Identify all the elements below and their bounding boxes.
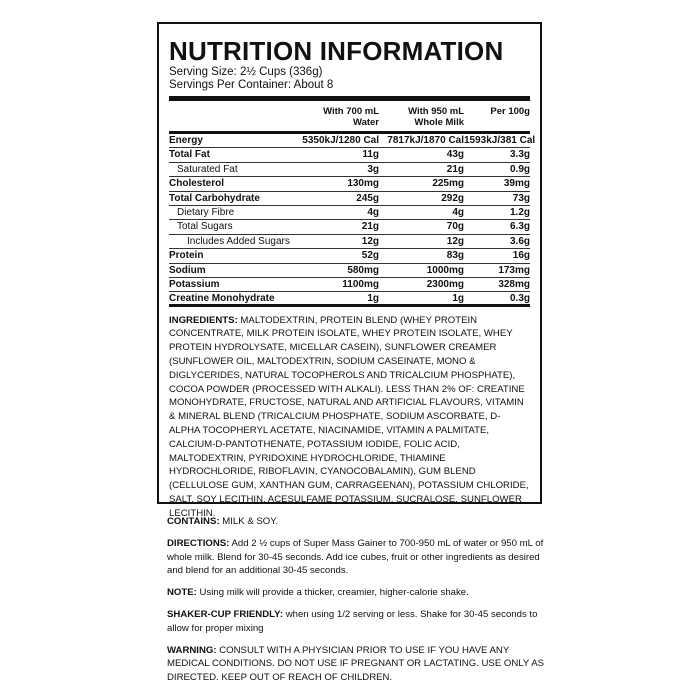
value-milk: 21g: [446, 163, 464, 175]
directions-label: DIRECTIONS:: [167, 537, 230, 549]
value-water: 1100mg: [342, 278, 379, 290]
panel-title: NUTRITION INFORMATION: [169, 36, 504, 66]
value-per-100g: 0.9g: [509, 163, 530, 175]
value-milk: 2300mg: [426, 278, 464, 290]
value-per-100g: 1.2g: [509, 206, 530, 218]
warning-note: [167, 644, 547, 685]
table-row: [169, 163, 530, 177]
value-water: 130mg: [347, 178, 379, 190]
nutrient-label: Total Sugars: [177, 221, 233, 233]
value-milk: 1g: [452, 293, 464, 305]
nutrient-label: Creatine Monohydrate: [169, 293, 275, 305]
table-row: [169, 278, 530, 292]
nutrient-label: Protein: [169, 250, 204, 262]
value-milk: 292g: [441, 192, 464, 204]
contains-label: CONTAINS:: [167, 516, 220, 527]
milk-note: [167, 586, 547, 600]
table-header: [169, 101, 530, 134]
value-per-100g: 173mg: [498, 264, 530, 276]
notes-section: [167, 515, 547, 693]
value-water: 245g: [356, 192, 379, 204]
value-water: 580mg: [347, 264, 379, 276]
table-row: [169, 177, 530, 191]
table-row: [169, 264, 530, 278]
value-milk: 7817kJ/1870 Cal: [387, 135, 464, 146]
nutrient-label: Saturated Fat: [177, 163, 238, 175]
nutrient-label: Energy: [169, 135, 203, 146]
serving-size: Serving Size: 2½ Cups (336g): [169, 66, 323, 78]
value-milk: 225mg: [432, 178, 464, 190]
note-text: Using milk will provide a thicker, creamier, higher-calorie shake.: [196, 587, 469, 599]
shaker-note: [167, 608, 547, 636]
value-per-100g: 0.3g: [509, 293, 530, 305]
value-per-100g: 39mg: [503, 178, 530, 190]
nutrient-label: Includes Added Sugars: [187, 235, 290, 247]
table-row: [169, 235, 530, 249]
nutrient-label: Total Carbohydrate: [169, 192, 260, 204]
table-row: [169, 220, 530, 234]
value-water: 3g: [367, 163, 379, 175]
value-water: 11g: [362, 149, 379, 161]
header-water: With 700 mL Water: [323, 106, 379, 128]
value-water: 21g: [361, 221, 379, 233]
value-milk: 1000mg: [426, 264, 464, 276]
nutrient-label: Dietary Fibre: [177, 206, 235, 218]
table-row: [169, 292, 530, 306]
nutrition-table: [169, 96, 536, 307]
header-milk: With 950 mL Whole Milk: [408, 106, 464, 128]
table-body: [169, 134, 536, 307]
value-per-100g: 73g: [512, 192, 530, 204]
nutrient-label: Cholesterol: [169, 178, 225, 190]
table-row: [169, 134, 536, 148]
value-water: 12g: [361, 235, 379, 247]
nutrient-label: Potassium: [169, 278, 220, 290]
value-per-100g: 6.3g: [509, 221, 530, 233]
nutrient-label: Total Fat: [169, 149, 210, 161]
shaker-text: when using 1/2 serving or less. Shake for 30-45 seconds to allow for proper mixing: [167, 608, 538, 634]
value-milk: 43g: [446, 149, 464, 161]
value-per-100g: 328mg: [498, 278, 530, 290]
value-milk: 4g: [452, 206, 464, 218]
servings-per-container: Servings Per Container: About 8: [169, 79, 334, 91]
value-per-100g: 3.6g: [509, 235, 530, 247]
ingredients-text: MALTODEXTRIN, PROTEIN BLEND (WHEY PROTEIN CONCENTRATE, MILK PROTEIN ISOLATE, WHEY PROTEIN ISOLATE, WHEY PROTEIN HYDROLYSATE, MICELLAR CASEIN), SUNFLOWER CREAMER (SUNFLOWER OIL, MALTODEXTRIN, SODIUM CASEINATE, MONO & DIGLYCERIDES, NATURAL TOCOPHEROLS AND TRICALCIUM PHOSPHATE), COCOA POWDER (PROCESSED WITH ALKALI). LESS THAN 2% OF: CREATINE MONOHYDRATE, FRUCTOSE, NATURAL AND ARTIFICIAL FLAVOURS, VITAMIN & MINERAL BLEND (TRICALCIUM PHOSPHATE, SODIUM ASCORBATE, D-ALPHA TOCOPHERYL ACETATE, NIACINAMIDE, VITAMIN A PALMITATE, CALCIUM-D-PANTOTHENATE, POTASSIUM IODIDE, FOLIC ACID, MALTODEXTRIN, PYRIDOXINE HYDROCHLORIDE, THIAMINE HYDROCHLORIDE, RIBOFLAVIN, CYANOCOBALAMIN), GUM BLEND (CELLULOSE GUM, XANTHAN GUM, CARRAGEENAN), POTASSIUM CHLORIDE, SALT, SOY LECITHIN, ACESULFAME POTASSIUM, SUCRALOSE, SUNFLOWER LECITHIN.: [169, 314, 529, 519]
table-row: [169, 192, 530, 206]
value-milk: 12g: [446, 235, 464, 247]
nutrition-panel: [157, 22, 542, 519]
value-milk: 70g: [446, 221, 464, 233]
shaker-label: SHAKER-CUP FRIENDLY:: [167, 608, 284, 620]
note-label: NOTE:: [167, 587, 197, 599]
nutrient-label: Sodium: [169, 264, 206, 276]
value-water: 4g: [367, 206, 379, 218]
contains-note: [167, 515, 547, 529]
contains-text: MILK & SOY.: [219, 516, 279, 527]
directions-note: [167, 537, 547, 578]
ingredients-label: INGREDIENTS:: [169, 314, 238, 326]
value-per-100g: 1593kJ/381 Cal: [464, 135, 536, 146]
value-per-100g: 16g: [512, 250, 530, 262]
directions-text: Add 2 ½ cups of Super Mass Gainer to 700-950 mL of water or 950 mL of whole milk. Blend for 30-45 seconds. Add ice cubes, fruit or other ingredients as desired and blend for an additional 30-45 seconds.: [167, 537, 544, 577]
table-row: [169, 148, 530, 162]
header-label-column: [169, 106, 294, 131]
value-water: 1g: [367, 293, 379, 305]
ingredients-block: [169, 314, 530, 521]
table-row: [169, 206, 530, 220]
value-per-100g: 3.3g: [509, 149, 530, 161]
table-row: [169, 249, 530, 263]
header-per-100g: Per 100g: [490, 106, 530, 117]
warning-label: WARNING:: [167, 644, 217, 656]
warning-text: CONSULT WITH A PHYSICIAN PRIOR TO USE IF YOU HAVE ANY MEDICAL CONDITIONS. DO NOT USE IF PREGNANT OR LACTATING. USE ONLY AS DIRECTED. KEEP OUT OF REACH OF CHILDREN.: [167, 644, 545, 684]
value-water: 5350kJ/1280 Cal: [302, 135, 379, 146]
value-milk: 83g: [446, 250, 464, 262]
value-water: 52g: [361, 250, 379, 262]
